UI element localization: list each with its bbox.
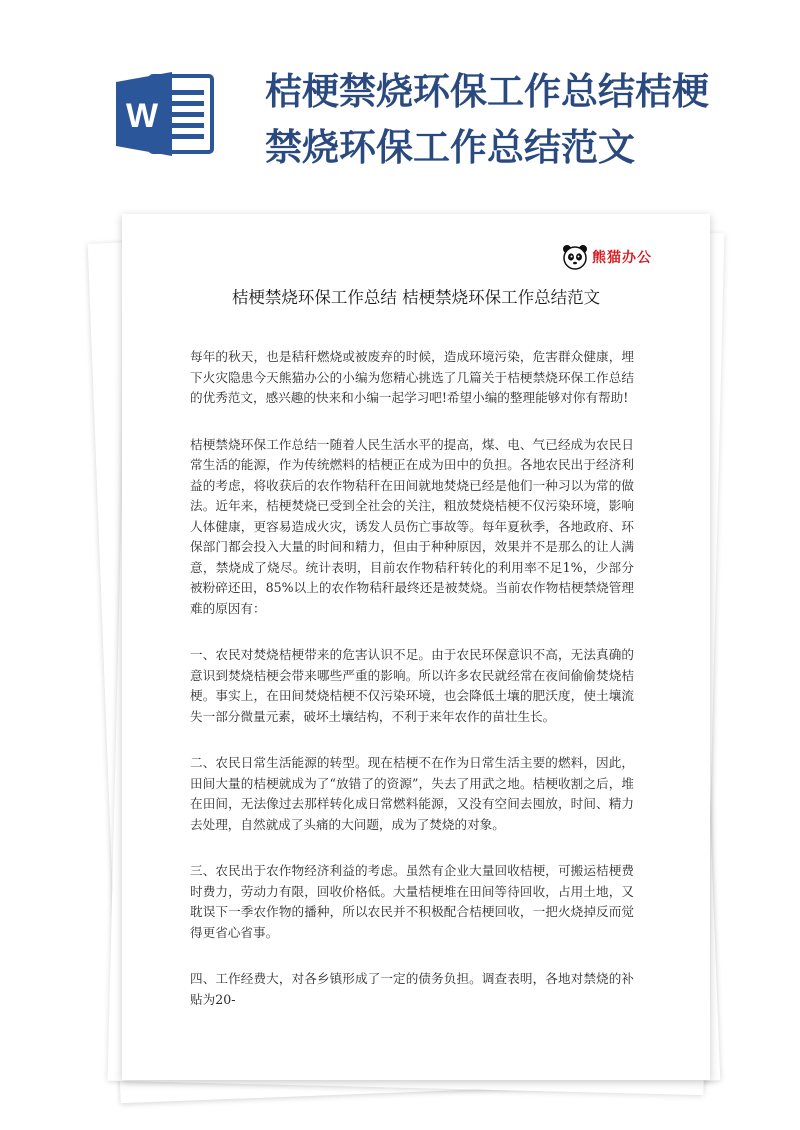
word-icon — [116, 72, 216, 156]
paragraph: 二、农民日常生活能源的转型。现在桔梗不在作为日常生活主要的燃料，因此，田间大量的桔梗就成为了“放错了的资源”，失去了用武之地。桔梗收割之后，堆在田间，无法像过去那样转化成日常燃料能源，又没有空间去囤放，时间、精力去处理，自然就成了头痛的大问题，成为了焚烧的对象。 — [190, 755, 634, 832]
document-title: 桔梗禁烧环保工作总结 桔梗禁烧环保工作总结范文 — [231, 288, 601, 307]
brand-logo — [562, 244, 652, 270]
document-body — [190, 347, 634, 1036]
paragraph: 每年的秋天，也是秸秆燃烧或被废弃的时候，造成环境污染，危害群众健康，埋下火灾隐患今天熊猫办公的小编为您精心挑选了几篇关于桔梗禁烧环保工作总结的优秀范文，感兴趣的快来和小编一起学习吧!希望小编的整理能够对你有帮助! — [190, 349, 634, 405]
header — [0, 0, 800, 200]
word-icon-letter: W — [125, 97, 159, 135]
paragraph: 三、农民出于农作物经济利益的考虑。虽然有企业大量回收桔梗，可搬运桔梗费时费力，劳动力有限，回收价格低。大量桔梗堆在田间等待回收，占用土地，又耽误下一季农作物的播种，所以农民并不积极配合桔梗回收，一把火烧掉反而觉得更省心省事。 — [190, 863, 634, 940]
paragraph: 一、农民对焚烧桔梗带来的危害认识不足。由于农民环保意识不高，无法真确的意识到焚烧桔梗会带来哪些严重的影响。所以许多农民就经常在夜间偷偷焚烧桔梗。事实上，在田间焚烧桔梗不仅污染环境，也会降低土壤的肥沃度，使土壤流失一部分微量元素，破坏土壤结构，不利于来年农作的苗壮生长。 — [190, 647, 634, 724]
paragraph: 桔梗禁烧环保工作总结一随着人民生活水平的提高，煤、电、气已经成为农民日常生活的能源，作为传统燃料的桔梗正在成为田中的负担。各地农民出于经济利益的考虑，将收获后的农作物秸秆在田间就地焚烧已经是他们一种习以为常的做法。近年来，桔梗焚烧已受到全社会的关注，粗放焚烧桔梗不仅污染环境，影响人体健康，更容易造成火灾，诱发人员伤亡事故等。每年夏秋季，各地政府、环保部门都会投入大量的时间和精力，但由于种种原因，效果并不是那么的让人满意，禁烧成了烧尽。统计表明，目前农作物秸秆转化的利用率不足1%，少部分被粉碎还田，85%以上的农作物秸秆最终还是被焚烧。当前农作物桔梗禁烧管理难的原因有： — [190, 436, 634, 616]
document-page — [122, 214, 710, 1080]
paragraph: 四、工作经费大，对各乡镇形成了一定的债务负担。调查表明，各地对禁烧的补贴为20- — [190, 971, 634, 1007]
brand-name: 熊猫办公 — [592, 250, 652, 266]
panda-icon — [562, 244, 588, 270]
page-title: 桔梗禁烧环保工作总结桔梗禁烧环保工作总结范文 — [265, 70, 709, 169]
